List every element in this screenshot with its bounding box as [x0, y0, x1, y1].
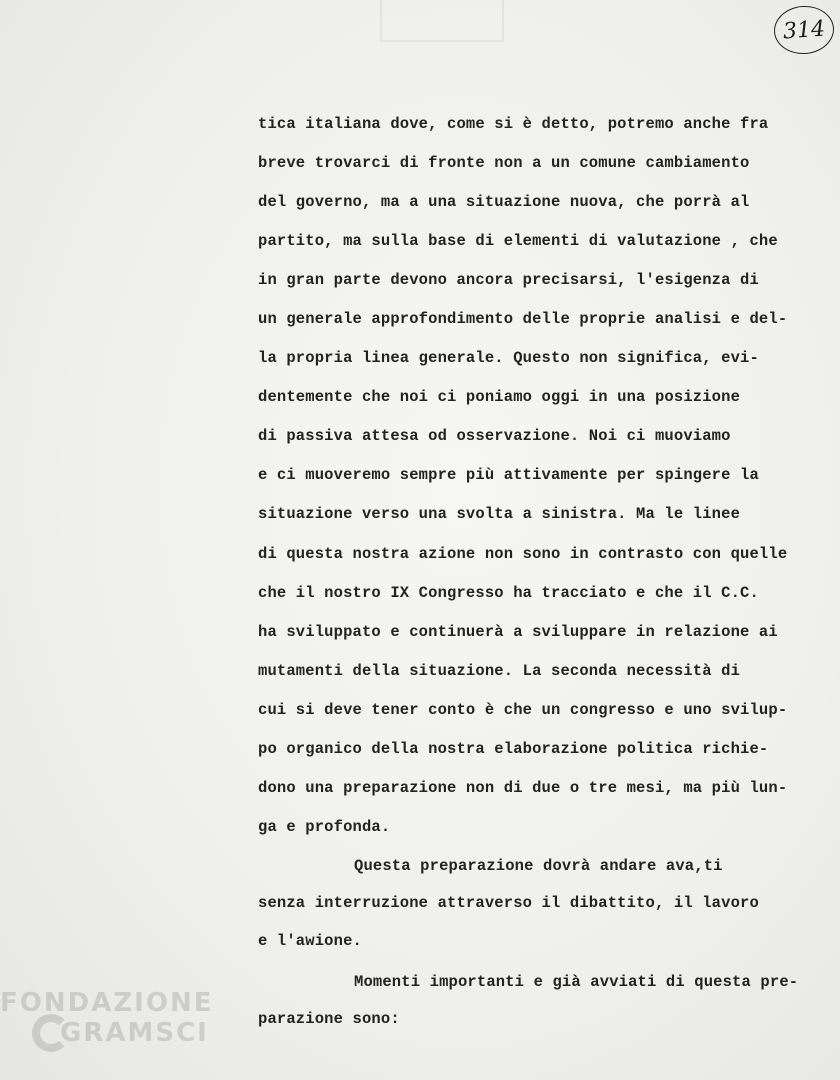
text-line: cui si deve tener conto è che un congresso e uno svilup- — [258, 701, 788, 719]
fondazione-gramsci-logo — [0, 988, 214, 1058]
text-line: del governo, ma a una situazione nuova, che porrà al — [258, 193, 750, 211]
text-line: ha sviluppato e continuerà a sviluppare in relazione ai — [258, 623, 778, 641]
page-number: 314 — [772, 4, 835, 56]
text-line: un generale approfondimento delle proprie analisi e del- — [258, 310, 788, 328]
text-line: situazione verso una svolta a sinistra. Ma le linee — [258, 505, 741, 523]
text-line: e l'awione. — [258, 932, 362, 950]
text-line: di passiva attesa od osservazione. Noi ci muoviamo — [258, 427, 731, 445]
text-line: tica italiana dove, come si è detto, potremo anche fra — [258, 115, 769, 133]
text-line: la propria linea generale. Questo non significa, evi- — [258, 349, 759, 367]
text-line: Questa preparazione dovrà andare ava,ti — [354, 857, 723, 875]
text-line: e ci muoveremo sempre più attivamente per spingere la — [258, 466, 759, 484]
text-line: che il nostro IX Congresso ha tracciato e che il C.C. — [258, 584, 759, 602]
text-line: dono una preparazione non di due o tre mesi, ma più lun- — [258, 779, 788, 797]
text-line: senza interruzione attraverso il dibattito, il lavoro — [258, 894, 759, 912]
text-line: di questa nostra azione non sono in contrasto con quelle — [258, 545, 788, 563]
text-line: Momenti importanti e già avviati di questa pre- — [354, 973, 799, 991]
logo-text: FONDAZIONE — [0, 988, 214, 1018]
text-line: parazione sono: — [258, 1010, 400, 1028]
text-line: partito, ma sulla base di elementi di valutazione , che — [258, 232, 778, 250]
text-line: in gran parte devono ancora precisarsi, l'esigenza di — [258, 271, 759, 289]
text-line: ga e profonda. — [258, 818, 391, 836]
watermark-stamp — [380, 0, 504, 42]
text-line: breve trovarci di fronte non a un comune cambiamento — [258, 154, 750, 172]
text-line: mutamenti della situazione. La seconda necessità di — [258, 662, 741, 680]
text-line: po organico della nostra elaborazione politica richie- — [258, 740, 769, 758]
logo-text: GRAMSCI — [60, 1018, 209, 1048]
text-line: dentemente che noi ci poniamo oggi in una posizione — [258, 388, 741, 406]
